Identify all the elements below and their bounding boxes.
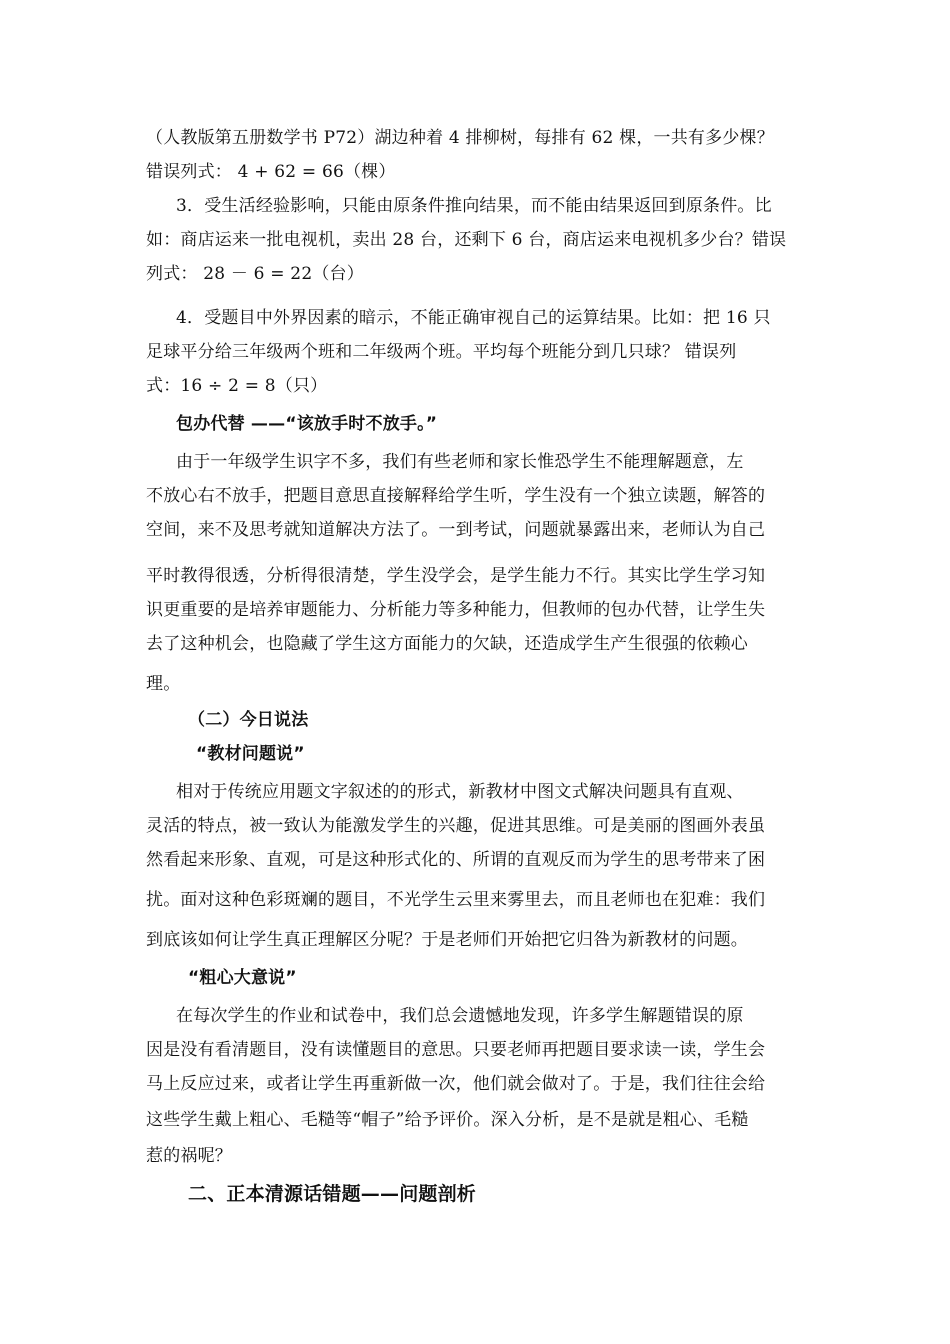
paragraph-line: 平时教得很透，分析得很清楚，学生没学会，是学生能力不行。其实比学生学习知 xyxy=(146,566,766,586)
paragraph-line: 灵活的特点，被一致认为能激发学生的兴趣，促进其思维。可是美丽的图画外表虽 xyxy=(146,816,766,836)
paragraph-line: 马上反应过来，或者让学生再重新做一次，他们就会做对了。于是，我们往往会给 xyxy=(146,1074,766,1094)
text-line: 如：商店运来一批电视机，卖出 28 台，还剩下 6 台，商店运来电视机多少台？错误 xyxy=(146,230,787,250)
paragraph-line: 理。 xyxy=(146,674,181,694)
paragraph-line: 扰。面对这种色彩斑斓的题目，不光学生云里来雾里去，而且老师也在犯难：我们 xyxy=(146,890,766,910)
text-line-point-4: 4．受题目中外界因素的暗示，不能正确审视自己的运算结果。比如：把 16 只 xyxy=(176,308,771,328)
paragraph-line: 在每次学生的作业和试卷中，我们总会遗憾地发现，许多学生解题错误的原 xyxy=(176,1006,744,1026)
text-line: 足球平分给三年级两个班和二年级两个班。平均每个班能分到几只球？ 错误列 xyxy=(146,342,737,362)
paragraph-line: 相对于传统应用题文字叙述的的形式，新教材中图文式解决问题具有直观、 xyxy=(176,782,744,802)
paragraph-line: 到底该如何让学生真正理解区分呢？于是老师们开始把它归咎为新教材的问题。 xyxy=(146,930,748,950)
section-heading: 二、正本清源话错题——问题剖析 xyxy=(188,1183,477,1205)
subheading-baoban-daiti: 包办代替 ——“该放手时不放手。” xyxy=(176,414,438,434)
paragraph-line: 因是没有看清题目，没有读懂题目的意思。只要老师再把题目要求读一读，学生会 xyxy=(146,1040,766,1060)
paragraph-line: 惹的祸呢？ xyxy=(146,1146,232,1166)
subheading-cuxin-dayi: “粗心大意说” xyxy=(188,968,297,988)
paragraph-line: 识更重要的是培养审题能力、分析能力等多种能力，但教师的包办代替，让学生失 xyxy=(146,600,766,620)
text-line-wrong-equation-2: 列式： 28 － 6 = 22（台） xyxy=(146,264,364,284)
paragraph-line: 由于一年级学生识字不多，我们有些老师和家长惟恐学生不能理解题意，左 xyxy=(176,452,744,472)
text-line-wrong-equation-1: 错误列式： 4 + 62 = 66（棵） xyxy=(146,162,396,182)
paragraph-line: 不放心右不放手，把题目意思直接解释给学生听，学生没有一个独立读题，解答的 xyxy=(146,486,766,506)
paragraph-line: 空间，来不及思考就知道解决方法了。一到考试，问题就暴露出来，老师认为自己 xyxy=(146,520,766,540)
paragraph-line: 这些学生戴上粗心、毛糙等“帽子”给予评价。深入分析，是不是就是粗心、毛糙 xyxy=(146,1110,749,1130)
paragraph-line: 然看起来形象、直观，可是这种形式化的、所谓的直观反而为学生的思考带来了困 xyxy=(146,850,766,870)
text-line-problem-example: （人教版第五册数学书 P72）湖边种着 4 排柳树，每排有 62 棵，一共有多少棵？ xyxy=(146,128,774,148)
subheading-jinri-shuofa: （二）今日说法 xyxy=(188,710,309,730)
text-line-point-3: 3．受生活经验影响，只能由原条件推向结果，而不能由结果返回到原条件。比 xyxy=(176,196,772,216)
subheading-jiaocai-wenti: “教材问题说” xyxy=(196,744,305,764)
paragraph-line: 去了这种机会，也隐藏了学生这方面能力的欠缺，还造成学生产生很强的依赖心 xyxy=(146,634,748,654)
text-line-wrong-equation-3: 式：16 ÷ 2 = 8（只） xyxy=(146,376,328,396)
